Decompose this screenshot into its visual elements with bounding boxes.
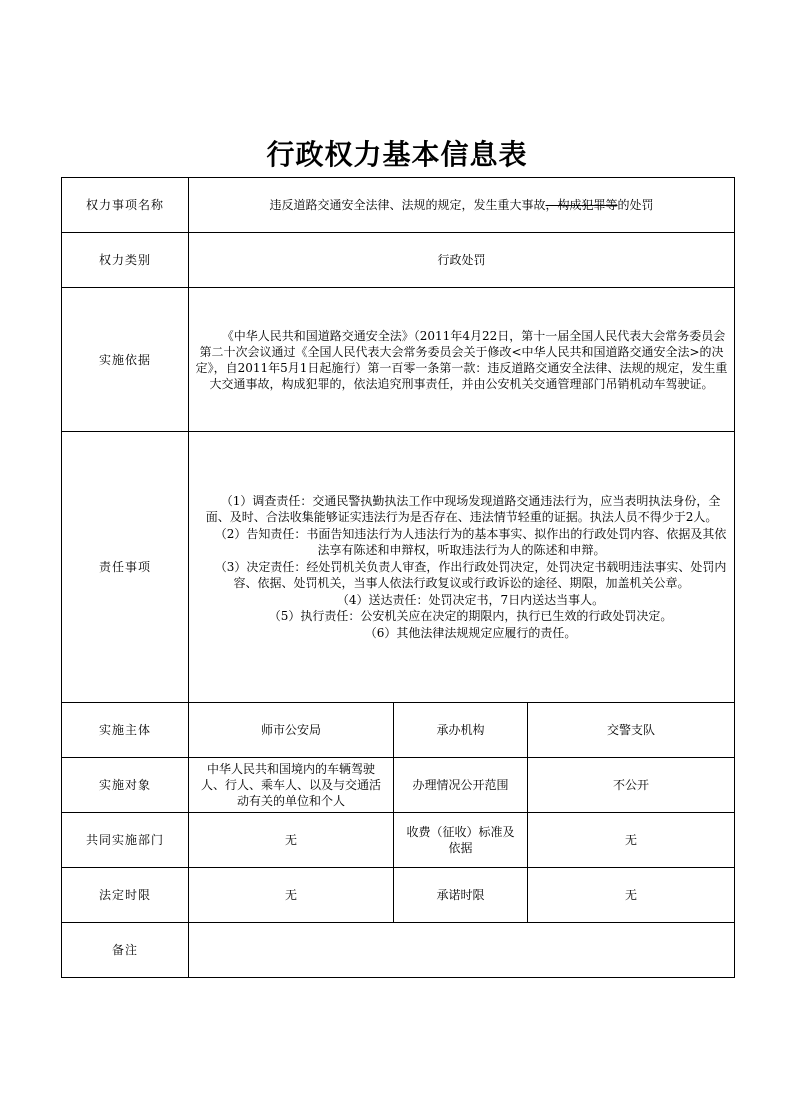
handling-org-value: 交警支队 <box>528 703 735 758</box>
target-value: 中华人民共和国境内的车辆驾驶人、行人、乘车人、以及与交通活动有关的单位和个人 <box>189 758 394 813</box>
category-label: 权力类别 <box>62 233 189 288</box>
legal-time-limit-value: 无 <box>189 868 394 923</box>
handling-org-label: 承办机构 <box>394 703 528 758</box>
legal-time-limit-label: 法定时限 <box>62 868 189 923</box>
joint-dept-label: 共同实施部门 <box>62 813 189 868</box>
duty-item: （4）送达责任：处罚决定书，7日内送达当事人。 <box>336 592 605 607</box>
duty-item: （3）决定责任：经处罚机关负责人审查，作出行政处罚决定，处罚决定书载明违法事实、处罚内容、依据、处罚机关，当事人依法行政复议或行政诉讼的途径、期限，加盖机关公章。 <box>214 559 727 591</box>
page-title: 行政权力基本信息表 <box>266 138 528 171</box>
remarks-value <box>189 923 735 978</box>
power-name-struck-text: ，构成犯罪等 <box>545 198 618 212</box>
row-basis <box>62 288 735 432</box>
row-joint <box>62 813 735 868</box>
category-value: 行政处罚 <box>189 233 735 288</box>
duty-item: （2）告知责任：书面告知违法行为人违法行为的基本事实、拟作出的行政处罚内容、依据及其依法享有陈述和申辩权，听取违法行为人的陈述和申辩。 <box>214 526 727 558</box>
row-remarks <box>62 923 735 978</box>
power-name-text-end: 的处罚 <box>617 198 654 212</box>
duties-label: 责任事项 <box>62 432 189 703</box>
row-category <box>62 233 735 288</box>
disclosure-scope-label: 办理情况公开范围 <box>394 758 528 813</box>
target-label: 实施对象 <box>62 758 189 813</box>
row-time-limit <box>62 868 735 923</box>
subject-label: 实施主体 <box>62 703 189 758</box>
power-name-text: 违反道路交通安全法律、法规的规定，发生重大事故 <box>269 198 546 212</box>
duty-item: （1）调查责任：交通民警执勤执法工作中现场发现道路交通违法行为，应当表明执法身份，全面、及时、合法收集能够证实违法行为是否存在、违法情节轻重的证据。执法人员不得少于2人。 <box>205 493 721 525</box>
power-name-label: 权力事项名称 <box>62 178 189 233</box>
joint-dept-value: 无 <box>189 813 394 868</box>
row-target <box>62 758 735 813</box>
info-table <box>61 177 735 978</box>
duties-value <box>189 432 735 703</box>
row-power-name <box>62 178 735 233</box>
disclosure-scope-value: 不公开 <box>528 758 735 813</box>
promised-time-limit-value: 无 <box>528 868 735 923</box>
fee-standard-label: 收费（征收）标准及依据 <box>394 813 528 868</box>
fee-standard-value: 无 <box>528 813 735 868</box>
row-duties <box>62 432 735 703</box>
subject-value: 师市公安局 <box>189 703 394 758</box>
basis-label: 实施依据 <box>62 288 189 432</box>
remarks-label: 备注 <box>62 923 189 978</box>
power-name-value <box>189 178 735 233</box>
duty-item: （6）其他法律法规规定应履行的责任。 <box>364 625 577 640</box>
duty-item: （5）执行责任：公安机关应在决定的期限内，执行已生效的行政处罚决定。 <box>268 609 673 624</box>
basis-value: 《中华人民共和国道路交通安全法》（2011年4月22日，第十一届全国人民代表大会常务委员会第二十次会议通过《全国人民代表大会常务委员会关于修改<中华人民共和国道路交通安全法>的决定》，自2011年5月1日起施行）第一百零一条第一款：违反道路交通安全法律、法规的规定，发生重大交通事故，构成犯罪的，依法追究刑事责任，并由公安机关交通管理部门吊销机动车驾驶证。 <box>189 288 735 432</box>
row-subject <box>62 703 735 758</box>
promised-time-limit-label: 承诺时限 <box>394 868 528 923</box>
